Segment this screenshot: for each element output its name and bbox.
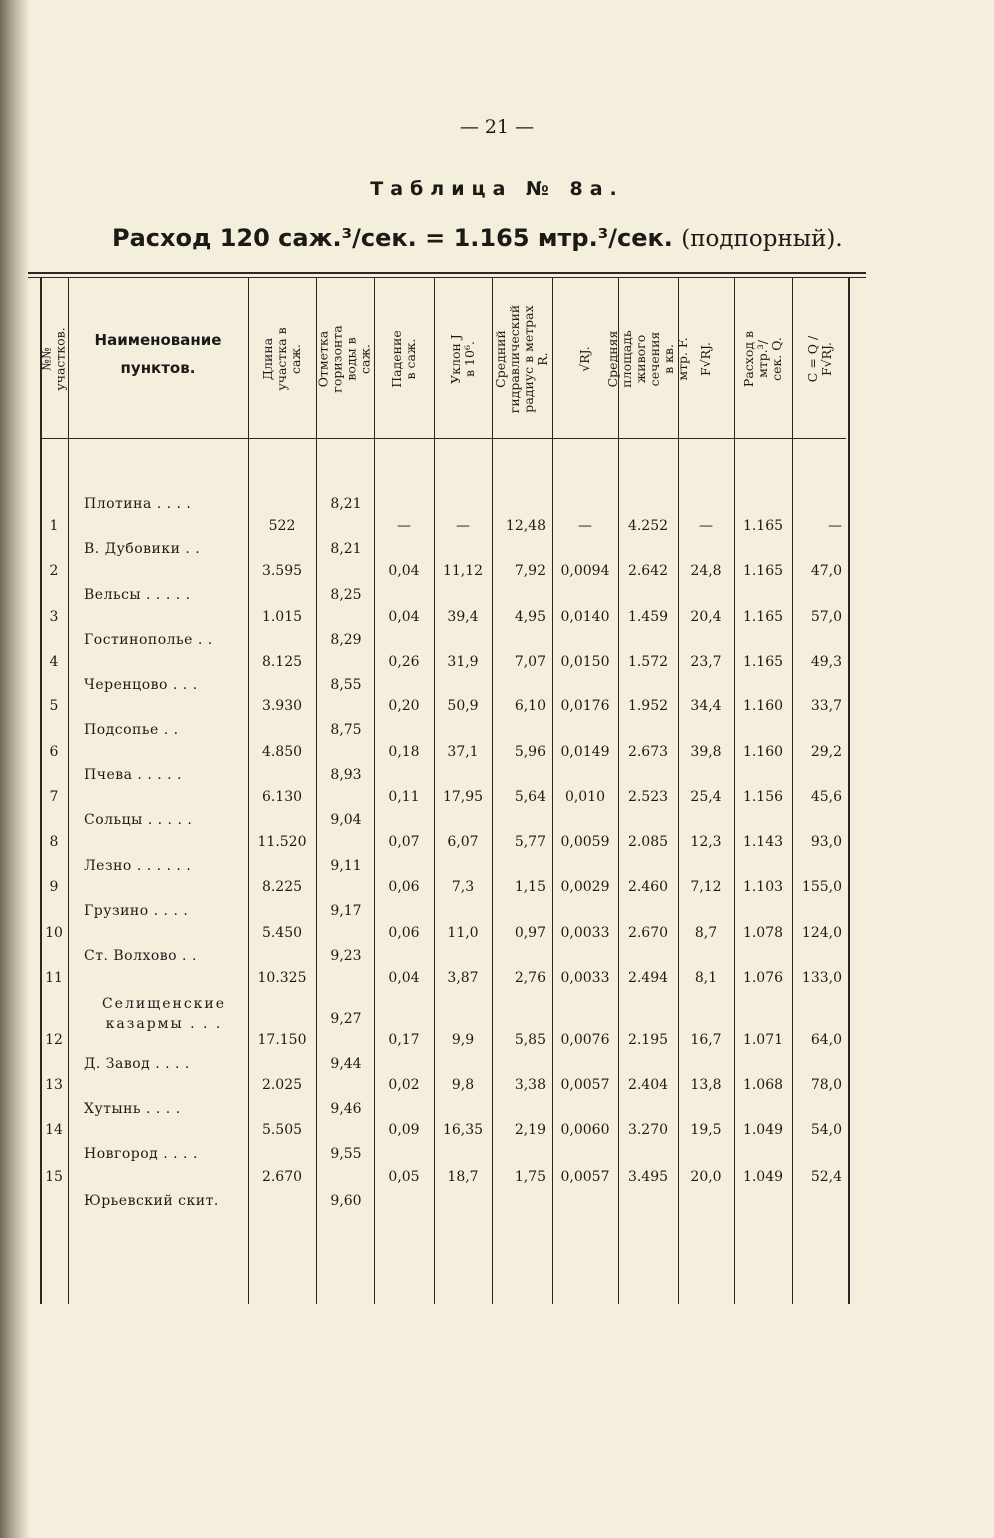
- section-f-sqrt-rj: 25,4: [690, 789, 722, 805]
- section-number: 9: [49, 879, 59, 895]
- section-length: 17.150: [257, 1032, 307, 1048]
- section-fall: 0,07: [388, 834, 420, 850]
- section-sqrt-rj: —: [578, 518, 592, 534]
- book-binding-shadow: [0, 0, 30, 1538]
- column-header: [734, 282, 792, 436]
- section-number: 1: [49, 518, 59, 534]
- section-sqrt-rj: 0,0033: [560, 925, 610, 941]
- section-area: 2.670: [627, 925, 669, 941]
- section-fall: 0,20: [388, 698, 420, 714]
- water-level: 8,29: [330, 632, 362, 648]
- column-header-label: Расход в мтр.³/сек. Q.: [741, 330, 784, 388]
- section-sqrt-rj: 0,0140: [560, 609, 610, 625]
- section-f-sqrt-rj: 34,4: [690, 698, 722, 714]
- column-header: [374, 282, 434, 436]
- section-sqrt-rj: 0,0057: [560, 1169, 610, 1185]
- header-rule: [40, 438, 846, 439]
- point-name: Ст. Волхово . .: [84, 948, 197, 964]
- point-name: Пчева . . . . .: [84, 767, 182, 783]
- section-discharge: 1.049: [742, 1122, 784, 1138]
- water-level: 8,21: [330, 496, 362, 512]
- section-c: 64,0: [810, 1032, 842, 1048]
- section-area: 2.642: [627, 563, 669, 579]
- section-area: 4.252: [627, 518, 669, 534]
- section-slope: 31,9: [447, 654, 479, 670]
- section-length: 3.930: [261, 698, 303, 714]
- section-c: 49,3: [810, 654, 842, 670]
- section-radius: 5,85: [514, 1032, 546, 1048]
- section-length: 2.025: [261, 1077, 303, 1093]
- column-divider: [68, 278, 69, 1304]
- point-name: Селищенские казармы . . .: [101, 996, 227, 1032]
- section-c: —: [828, 518, 842, 534]
- table-subtitle: [112, 224, 843, 252]
- section-number: 10: [45, 925, 63, 941]
- section-f-sqrt-rj: 23,7: [690, 654, 722, 670]
- section-discharge: 1.165: [742, 563, 784, 579]
- section-radius: 7,07: [514, 654, 546, 670]
- section-discharge: 1.160: [742, 698, 784, 714]
- section-slope: 9,8: [451, 1077, 475, 1093]
- section-f-sqrt-rj: 19,5: [690, 1122, 722, 1138]
- section-number: 5: [49, 698, 59, 714]
- section-discharge: 1.143: [742, 834, 784, 850]
- section-sqrt-rj: 0,0149: [560, 744, 610, 760]
- section-fall: 0,04: [388, 563, 420, 579]
- section-slope: 17,95: [442, 789, 484, 805]
- section-f-sqrt-rj: 24,8: [690, 563, 722, 579]
- water-level: 9,46: [330, 1101, 362, 1117]
- section-length: 8.225: [261, 879, 303, 895]
- section-slope: 11,0: [447, 925, 479, 941]
- section-radius: 0,97: [514, 925, 546, 941]
- section-f-sqrt-rj: 8,1: [694, 970, 718, 986]
- section-c: 78,0: [810, 1077, 842, 1093]
- section-area: 1.459: [627, 609, 669, 625]
- section-length: 10.325: [257, 970, 307, 986]
- section-fall: 0,06: [388, 925, 420, 941]
- water-level: 9,27: [330, 1011, 362, 1027]
- section-area: 2.085: [627, 834, 669, 850]
- section-sqrt-rj: 0,0029: [560, 879, 610, 895]
- water-level: 9,23: [330, 948, 362, 964]
- section-number: 8: [49, 834, 59, 850]
- section-sqrt-rj: 0,010: [564, 789, 606, 805]
- section-length: 3.595: [261, 563, 303, 579]
- section-fall: —: [397, 518, 411, 534]
- water-level: 8,21: [330, 541, 362, 557]
- section-c: 45,6: [810, 789, 842, 805]
- section-radius: 12,48: [505, 518, 546, 534]
- column-header-label: №№ участков.: [39, 327, 69, 391]
- section-fall: 0,11: [388, 789, 420, 805]
- section-fall: 0,17: [388, 1032, 420, 1048]
- column-header-label: C = Q / F√RJ.: [805, 335, 834, 383]
- section-number: 14: [45, 1122, 63, 1138]
- section-number: 12: [45, 1032, 63, 1048]
- section-radius: 5,77: [514, 834, 546, 850]
- section-radius: 3,38: [514, 1077, 546, 1093]
- section-radius: 5,96: [514, 744, 546, 760]
- section-discharge: 1.156: [742, 789, 784, 805]
- section-sqrt-rj: 0,0094: [560, 563, 610, 579]
- section-discharge: 1.160: [742, 744, 784, 760]
- section-slope: 11,12: [442, 563, 484, 579]
- section-slope: 39,4: [447, 609, 479, 625]
- column-header: [605, 282, 690, 436]
- section-c: 133,0: [801, 970, 842, 986]
- section-c: 57,0: [810, 609, 842, 625]
- section-radius: 2,19: [514, 1122, 546, 1138]
- section-slope: 37,1: [447, 744, 479, 760]
- water-level: 8,75: [330, 722, 362, 738]
- column-header-label: Отметка горизонта воды в саж.: [316, 325, 374, 393]
- section-length: 5.505: [261, 1122, 303, 1138]
- section-slope: 50,9: [447, 698, 479, 714]
- section-number: 2: [49, 563, 59, 579]
- point-name: Подсопье . .: [84, 722, 179, 738]
- section-fall: 0,09: [388, 1122, 420, 1138]
- section-discharge: 1.103: [742, 879, 784, 895]
- section-length: 8.125: [261, 654, 303, 670]
- section-sqrt-rj: 0,0060: [560, 1122, 610, 1138]
- section-sqrt-rj: 0,0176: [560, 698, 610, 714]
- section-f-sqrt-rj: —: [699, 518, 713, 534]
- section-length: 4.850: [261, 744, 303, 760]
- column-header: [434, 282, 492, 436]
- section-f-sqrt-rj: 8,7: [694, 925, 718, 941]
- section-length: 11.520: [257, 834, 307, 850]
- section-c: 29,2: [810, 744, 842, 760]
- section-length: 6.130: [261, 789, 303, 805]
- section-radius: 1,15: [514, 879, 546, 895]
- section-slope: 3,87: [447, 970, 479, 986]
- section-fall: 0,02: [388, 1077, 420, 1093]
- section-sqrt-rj: 0,0033: [560, 970, 610, 986]
- water-level: 9,60: [330, 1193, 362, 1209]
- water-level: 8,93: [330, 767, 362, 783]
- section-f-sqrt-rj: 20,0: [690, 1169, 722, 1185]
- section-discharge: 1.076: [742, 970, 784, 986]
- section-fall: 0,26: [388, 654, 420, 670]
- section-area: 2.523: [627, 789, 669, 805]
- table-title: Таблица № 8а.: [370, 178, 624, 200]
- section-f-sqrt-rj: 39,8: [690, 744, 722, 760]
- section-sqrt-rj: 0,0057: [560, 1077, 610, 1093]
- point-name: Д. Завод . . . .: [84, 1056, 190, 1072]
- section-area: 3.270: [627, 1122, 669, 1138]
- section-fall: 0,05: [388, 1169, 420, 1185]
- section-number: 15: [45, 1169, 63, 1185]
- point-name: Гостинополье . .: [84, 632, 213, 648]
- section-fall: 0,18: [388, 744, 420, 760]
- point-name: В. Дубовики . .: [84, 541, 201, 557]
- point-name: Лезно . . . . . .: [84, 858, 192, 874]
- point-name: Грузино . . . .: [84, 903, 189, 919]
- section-discharge: 1.165: [742, 654, 784, 670]
- column-header-label: √RJ.: [577, 346, 592, 372]
- section-c: 52,4: [810, 1169, 842, 1185]
- section-slope: 16,35: [442, 1122, 484, 1138]
- section-c: 93,0: [810, 834, 842, 850]
- section-slope: 6,07: [447, 834, 479, 850]
- section-f-sqrt-rj: 13,8: [690, 1077, 722, 1093]
- section-area: 2.404: [627, 1077, 669, 1093]
- section-c: 54,0: [810, 1122, 842, 1138]
- section-fall: 0,04: [388, 970, 420, 986]
- section-number: 4: [49, 654, 59, 670]
- column-header-label: Падение в саж.: [389, 330, 418, 388]
- water-level: 8,25: [330, 587, 362, 603]
- point-name: Черенцово . . .: [84, 677, 198, 693]
- section-discharge: 1.165: [742, 609, 784, 625]
- section-number: 6: [49, 744, 59, 760]
- column-header-label: Средняя площадь живого сечения в кв. мтр. F.: [605, 330, 690, 388]
- section-number: 3: [49, 609, 59, 625]
- point-name: Новгород . . . .: [84, 1146, 198, 1162]
- column-header-label: Длина участка в саж.: [260, 327, 303, 391]
- section-radius: 7,92: [514, 563, 546, 579]
- section-radius: 1,75: [514, 1169, 546, 1185]
- point-name: Сольцы . . . . .: [84, 812, 193, 828]
- subtitle-main: Расход 120 саж.³/сек. = 1.165 мтр.³/сек.: [112, 224, 673, 252]
- section-discharge: 1.071: [742, 1032, 784, 1048]
- point-name: Плотина . . . .: [84, 496, 192, 512]
- section-slope: —: [456, 518, 470, 534]
- point-name: Юрьевский скит.: [84, 1193, 219, 1209]
- section-sqrt-rj: 0,0076: [560, 1032, 610, 1048]
- section-area: 1.952: [627, 698, 669, 714]
- column-header-label: Средний гидравлический радиус в метрах R.: [493, 304, 550, 414]
- column-header: [492, 282, 552, 436]
- section-area: 1.572: [627, 654, 669, 670]
- section-c: 47,0: [810, 563, 842, 579]
- section-c: 33,7: [810, 698, 842, 714]
- column-header-name: Наименование пунктов.: [94, 331, 222, 377]
- water-level: 9,55: [330, 1146, 362, 1162]
- section-radius: 2,76: [514, 970, 546, 986]
- page-number: — 21 —: [459, 116, 535, 138]
- section-number: 7: [49, 789, 59, 805]
- top-rule: [28, 272, 866, 274]
- section-sqrt-rj: 0,0059: [560, 834, 610, 850]
- section-area: 2.673: [627, 744, 669, 760]
- column-divider: [848, 278, 850, 1304]
- point-name: Хутынь . . . .: [84, 1101, 181, 1117]
- column-header-label: F√RJ.: [698, 341, 713, 377]
- column-header: [678, 282, 734, 436]
- section-c: 155,0: [801, 879, 842, 895]
- subtitle-note: (подпорный).: [681, 226, 843, 252]
- section-number: 13: [45, 1077, 63, 1093]
- section-radius: 5,64: [514, 789, 546, 805]
- section-fall: 0,04: [388, 609, 420, 625]
- point-name: Вельсы . . . . .: [84, 587, 191, 603]
- section-f-sqrt-rj: 20,4: [690, 609, 722, 625]
- column-header-label: Уклон J в 10⁶.: [448, 334, 477, 384]
- section-f-sqrt-rj: 12,3: [690, 834, 722, 850]
- section-discharge: 1.165: [742, 518, 784, 534]
- water-level: 9,11: [330, 858, 362, 874]
- section-length: 2.670: [261, 1169, 303, 1185]
- section-radius: 4,95: [514, 609, 546, 625]
- water-level: 9,44: [330, 1056, 362, 1072]
- section-f-sqrt-rj: 16,7: [690, 1032, 722, 1048]
- section-area: 3.495: [627, 1169, 669, 1185]
- section-fall: 0,06: [388, 879, 420, 895]
- column-header: [316, 282, 374, 436]
- section-discharge: 1.068: [742, 1077, 784, 1093]
- section-number: 11: [45, 970, 63, 986]
- section-c: 124,0: [801, 925, 842, 941]
- section-discharge: 1.078: [742, 925, 784, 941]
- section-slope: 7,3: [451, 879, 475, 895]
- section-slope: 18,7: [447, 1169, 479, 1185]
- water-level: 8,55: [330, 677, 362, 693]
- water-level: 9,04: [330, 812, 362, 828]
- section-slope: 9,9: [451, 1032, 475, 1048]
- section-area: 2.494: [627, 970, 669, 986]
- column-header: [248, 282, 316, 436]
- section-length: 1.015: [261, 609, 303, 625]
- section-radius: 6,10: [514, 698, 546, 714]
- top-rule-thin: [28, 277, 866, 278]
- section-sqrt-rj: 0,0150: [560, 654, 610, 670]
- section-discharge: 1.049: [742, 1169, 784, 1185]
- water-level: 9,17: [330, 903, 362, 919]
- section-area: 2.460: [627, 879, 669, 895]
- section-length: 522: [268, 518, 296, 534]
- section-f-sqrt-rj: 7,12: [690, 879, 722, 895]
- column-header: [40, 282, 68, 436]
- section-area: 2.195: [627, 1032, 669, 1048]
- column-header: [792, 282, 848, 436]
- section-length: 5.450: [261, 925, 303, 941]
